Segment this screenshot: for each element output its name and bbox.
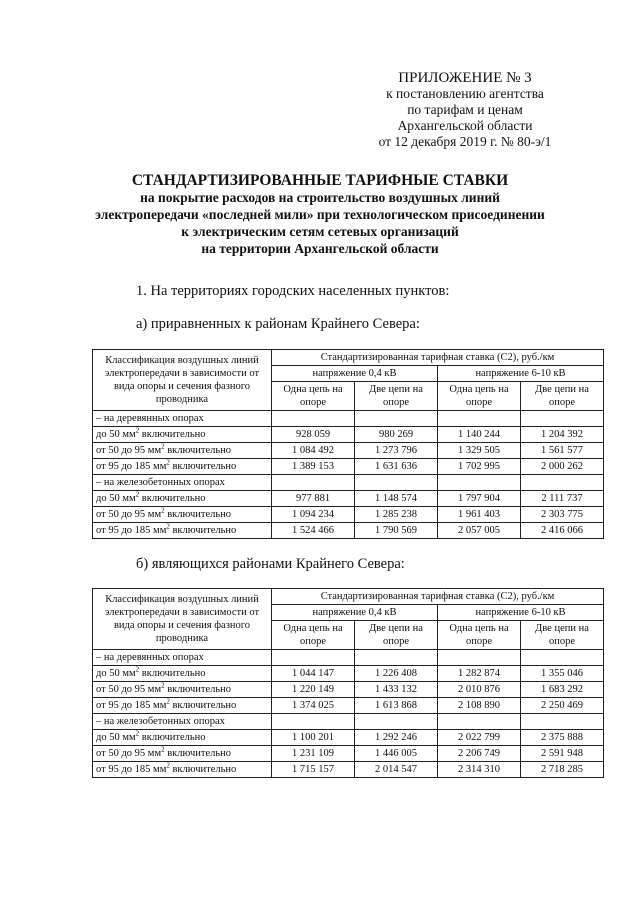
header-double-circuit: Две цепи на опоре xyxy=(355,382,438,411)
unit-squared: 2 xyxy=(135,665,140,674)
inclusive-text: включительно xyxy=(169,525,237,536)
rate-value: 2 250 469 xyxy=(521,698,604,714)
rate-value: 1 282 874 xyxy=(438,666,521,682)
header-voltage-6-10: напряжение 6-10 кВ xyxy=(438,605,604,621)
row-label xyxy=(93,507,272,523)
unit-mm: мм xyxy=(150,764,167,775)
empty-cell xyxy=(272,475,355,491)
title-main: СТАНДАРТИЗИРОВАННЫЕ ТАРИФНЫЕ СТАВКИ xyxy=(131,172,509,189)
header-row-1 xyxy=(93,350,604,366)
header-row-1 xyxy=(93,589,604,605)
table-row xyxy=(93,491,604,507)
inclusive-text: включительно xyxy=(169,700,237,711)
row-label xyxy=(93,682,272,698)
section-1-heading: 1. На территориях городских населенных пунктов: xyxy=(136,283,450,299)
inclusive-text: включительно xyxy=(139,493,206,504)
range-text: от 50 до 95 xyxy=(96,748,146,759)
inclusive-text: включительно xyxy=(164,684,232,695)
table-row xyxy=(93,682,604,698)
subsection-a-heading: а) приравненных к районам Крайнего Севера: xyxy=(136,316,420,332)
unit-squared: 2 xyxy=(161,506,165,515)
rate-value: 1 374 025 xyxy=(272,698,355,714)
unit-mm: мм xyxy=(145,684,162,695)
header-single-circuit: Одна цепь на опоре xyxy=(272,382,355,411)
range-text: от 50 до 95 xyxy=(96,445,146,456)
header-double-circuit: Две цепи на опоре xyxy=(521,382,604,411)
header-single-circuit: Одна цепь на опоре xyxy=(438,382,521,411)
rate-value: 2 416 066 xyxy=(521,523,604,539)
unit-squared: 2 xyxy=(166,458,170,467)
empty-cell xyxy=(438,411,521,427)
header-voltage-04: напряжение 0,4 кВ xyxy=(272,605,438,621)
range-text: до 50 xyxy=(96,732,120,743)
title-line-3: электропередачи «последней мили» при технологическом присоединении xyxy=(95,207,545,222)
table-row xyxy=(93,459,604,475)
rate-value: 1 683 292 xyxy=(521,682,604,698)
rate-value: 1 044 147 xyxy=(272,666,355,682)
group-row-wooden xyxy=(93,411,604,427)
rate-value: 1 292 246 xyxy=(355,730,438,746)
appendix-line-3: по тарифам и ценам xyxy=(407,102,523,117)
table-row xyxy=(93,730,604,746)
rate-value: 1 220 149 xyxy=(272,682,355,698)
header-rate: Стандартизированная тарифная ставка (С2), руб./км xyxy=(272,589,604,605)
range-text: до 50 xyxy=(96,668,120,679)
empty-cell xyxy=(272,714,355,730)
row-label xyxy=(93,698,272,714)
rate-value: 1 702 995 xyxy=(438,459,521,475)
empty-cell xyxy=(355,475,438,491)
group-label-concrete: – на железобетонных опорах xyxy=(93,714,272,730)
row-label xyxy=(93,427,272,443)
unit-squared: 2 xyxy=(135,729,140,738)
rate-value: 2 718 285 xyxy=(521,762,604,778)
row-label xyxy=(93,762,272,778)
range-text: от 95 до 185 xyxy=(96,461,151,472)
group-row-wooden xyxy=(93,650,604,666)
document-title xyxy=(60,172,580,257)
rate-value: 980 269 xyxy=(355,427,438,443)
row-label xyxy=(93,443,272,459)
rate-value: 2 375 888 xyxy=(521,730,604,746)
unit-mm: мм xyxy=(119,732,136,743)
rate-value: 2 022 799 xyxy=(438,730,521,746)
row-label xyxy=(93,730,272,746)
empty-cell xyxy=(438,714,521,730)
range-text: от 50 до 95 xyxy=(96,684,146,695)
unit-mm: мм xyxy=(150,525,167,536)
title-line-4: к электрическим сетям сетевых организаций xyxy=(181,224,459,239)
unit-mm: мм xyxy=(119,493,136,504)
unit-squared: 2 xyxy=(166,761,170,770)
empty-cell xyxy=(272,650,355,666)
unit-mm: мм xyxy=(145,509,162,520)
rate-value: 1 433 132 xyxy=(355,682,438,698)
group-label-wooden: – на деревянных опорах xyxy=(93,650,272,666)
range-text: от 95 до 185 xyxy=(96,764,151,775)
inclusive-text: включительно xyxy=(139,668,206,679)
empty-cell xyxy=(521,475,604,491)
rate-value: 928 059 xyxy=(272,427,355,443)
appendix-date: от 12 декабря 2019 г. № 80-э/1 xyxy=(378,134,552,149)
unit-mm: мм xyxy=(145,748,162,759)
appendix-number: ПРИЛОЖЕНИЕ № 3 xyxy=(398,70,532,86)
rate-value: 1 524 466 xyxy=(272,523,355,539)
inclusive-text: включительно xyxy=(164,509,232,520)
rate-value: 1 329 505 xyxy=(438,443,521,459)
rate-value: 2 314 310 xyxy=(438,762,521,778)
table-row xyxy=(93,507,604,523)
range-text: от 95 до 185 xyxy=(96,700,151,711)
unit-mm: мм xyxy=(150,461,167,472)
inclusive-text: включительно xyxy=(139,429,206,440)
empty-cell xyxy=(355,650,438,666)
row-label xyxy=(93,746,272,762)
table-row xyxy=(93,666,604,682)
rate-value: 2 303 775 xyxy=(521,507,604,523)
empty-cell xyxy=(438,650,521,666)
inclusive-text: включительно xyxy=(169,461,237,472)
group-row-concrete xyxy=(93,475,604,491)
unit-squared: 2 xyxy=(135,490,140,499)
rate-value: 1 446 005 xyxy=(355,746,438,762)
rate-value: 2 591 948 xyxy=(521,746,604,762)
rate-value: 2 014 547 xyxy=(355,762,438,778)
rate-value: 1 140 244 xyxy=(438,427,521,443)
range-text: до 50 xyxy=(96,493,120,504)
range-text: до 50 xyxy=(96,429,120,440)
inclusive-text: включительно xyxy=(164,748,232,759)
group-label-concrete: – на железобетонных опорах xyxy=(93,475,272,491)
unit-mm: мм xyxy=(119,668,136,679)
tariff-table-b xyxy=(92,588,604,778)
rate-value: 1 355 046 xyxy=(521,666,604,682)
rate-value: 1 561 577 xyxy=(521,443,604,459)
table-row xyxy=(93,762,604,778)
row-label xyxy=(93,666,272,682)
row-label xyxy=(93,491,272,507)
empty-cell xyxy=(438,475,521,491)
rate-value: 1 797 904 xyxy=(438,491,521,507)
rate-value: 2 010 876 xyxy=(438,682,521,698)
rate-value: 1 204 392 xyxy=(521,427,604,443)
appendix-header xyxy=(350,70,580,150)
rate-value: 1 631 636 xyxy=(355,459,438,475)
title-line-2: на покрытие расходов на строительство воздушных линий xyxy=(140,190,500,205)
unit-mm: мм xyxy=(150,700,167,711)
header-voltage-04: напряжение 0,4 кВ xyxy=(272,366,438,382)
rate-value: 1 715 157 xyxy=(272,762,355,778)
range-text: от 95 до 185 xyxy=(96,525,151,536)
rate-value: 1 389 153 xyxy=(272,459,355,475)
table-row xyxy=(93,698,604,714)
row-label xyxy=(93,459,272,475)
rate-value: 1 148 574 xyxy=(355,491,438,507)
group-label-wooden: – на деревянных опорах xyxy=(93,411,272,427)
unit-squared: 2 xyxy=(135,426,140,435)
table-row xyxy=(93,427,604,443)
header-single-circuit: Одна цепь на опоре xyxy=(438,621,521,650)
rate-value: 1 961 403 xyxy=(438,507,521,523)
rate-value: 1 226 408 xyxy=(355,666,438,682)
appendix-line-2: к постановлению агентства xyxy=(386,86,544,101)
empty-cell xyxy=(521,714,604,730)
empty-cell xyxy=(355,714,438,730)
title-line-5: на территории Архангельской области xyxy=(201,241,439,256)
subsection-b-heading: б) являющихся районами Крайнего Севера: xyxy=(136,556,405,572)
row-label xyxy=(93,523,272,539)
empty-cell xyxy=(521,411,604,427)
rate-value: 1 273 796 xyxy=(355,443,438,459)
unit-squared: 2 xyxy=(161,681,165,690)
group-row-concrete xyxy=(93,714,604,730)
inclusive-text: включительно xyxy=(169,764,237,775)
unit-mm: мм xyxy=(145,445,162,456)
table-row xyxy=(93,443,604,459)
table-row xyxy=(93,746,604,762)
unit-squared: 2 xyxy=(166,697,170,706)
rate-value: 1 285 238 xyxy=(355,507,438,523)
inclusive-text: включительно xyxy=(164,445,232,456)
rate-value: 2 000 262 xyxy=(521,459,604,475)
header-classification: Классификация воздушных линий электропередачи в зависимости от вида опоры и сечения фазного проводника xyxy=(93,350,272,411)
rate-value: 1 231 109 xyxy=(272,746,355,762)
rate-value: 2 057 005 xyxy=(438,523,521,539)
header-classification: Классификация воздушных линий электропередачи в зависимости от вида опоры и сечения фазного проводника xyxy=(93,589,272,650)
rate-value: 2 108 890 xyxy=(438,698,521,714)
header-double-circuit: Две цепи на опоре xyxy=(521,621,604,650)
rate-value: 1 084 492 xyxy=(272,443,355,459)
header-double-circuit: Две цепи на опоре xyxy=(355,621,438,650)
unit-mm: мм xyxy=(119,429,136,440)
header-voltage-6-10: напряжение 6-10 кВ xyxy=(438,366,604,382)
unit-squared: 2 xyxy=(161,745,165,754)
table-row xyxy=(93,523,604,539)
header-rate: Стандартизированная тарифная ставка (С2), руб./км xyxy=(272,350,604,366)
rate-value: 2 111 737 xyxy=(521,491,604,507)
range-text: от 50 до 95 xyxy=(96,509,146,520)
empty-cell xyxy=(521,650,604,666)
tariff-table-a xyxy=(92,349,604,539)
empty-cell xyxy=(355,411,438,427)
unit-squared: 2 xyxy=(161,442,165,451)
rate-value: 1 100 201 xyxy=(272,730,355,746)
rate-value: 1 094 234 xyxy=(272,507,355,523)
rate-value: 977 881 xyxy=(272,491,355,507)
appendix-line-4: Архангельской области xyxy=(397,118,533,133)
rate-value: 2 206 749 xyxy=(438,746,521,762)
rate-value: 1 613 868 xyxy=(355,698,438,714)
rate-value: 1 790 569 xyxy=(355,523,438,539)
inclusive-text: включительно xyxy=(139,732,206,743)
header-single-circuit: Одна цепь на опоре xyxy=(272,621,355,650)
unit-squared: 2 xyxy=(166,522,170,531)
empty-cell xyxy=(272,411,355,427)
